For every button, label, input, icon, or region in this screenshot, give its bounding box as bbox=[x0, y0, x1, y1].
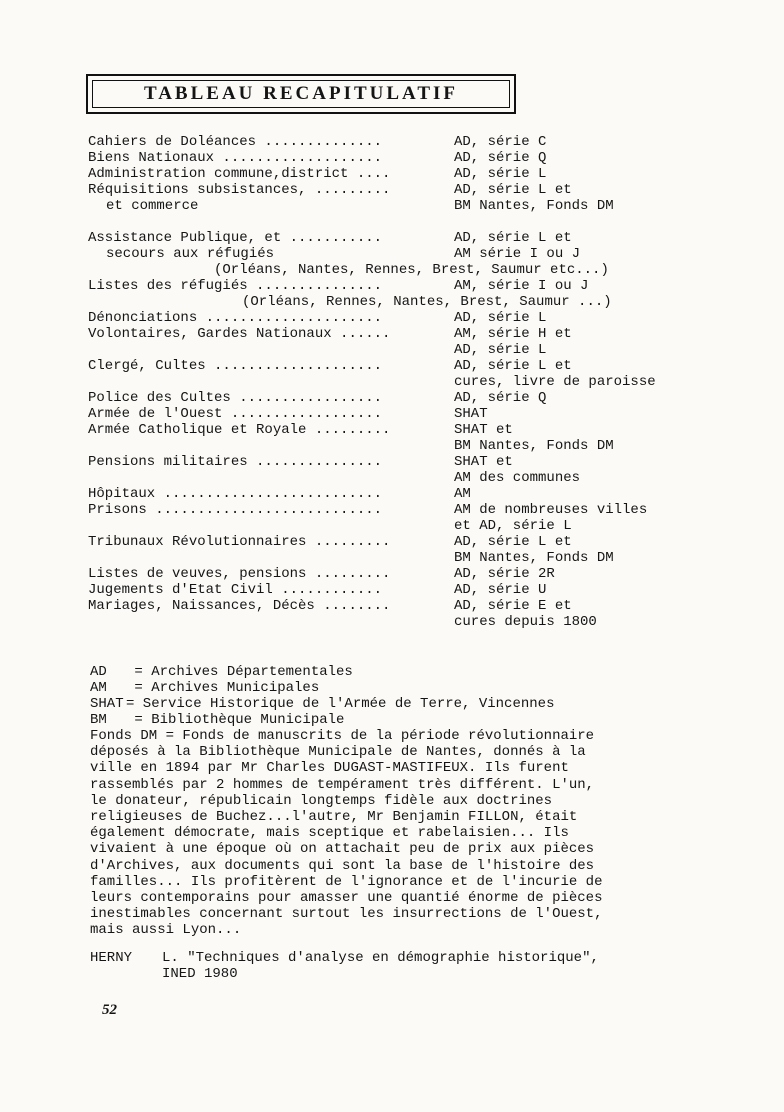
table-row bbox=[88, 518, 728, 534]
legend-abbreviation: BM bbox=[90, 712, 107, 728]
row-source: cures, livre de paroisse bbox=[454, 374, 656, 390]
row-note: (Orléans, Rennes, Nantes, Brest, Saumur ...) bbox=[242, 294, 612, 310]
paragraph-line: rassemblés par 2 hommes de tempérament très différent. L'un, bbox=[90, 776, 595, 793]
row-source: AM, série I ou J bbox=[454, 278, 589, 294]
table-row bbox=[88, 598, 728, 614]
table-row bbox=[88, 230, 728, 246]
legend-item bbox=[90, 696, 710, 712]
table-row bbox=[88, 438, 728, 454]
paragraph-line: vivaient à une époque où on attachait peu de prix aux pièces bbox=[90, 841, 595, 858]
row-topic: Clergé, Cultes .................... bbox=[88, 358, 383, 374]
row-source: AD, série L bbox=[454, 166, 547, 182]
legend-definition: = Service Historique de l'Armée de Terre, Vincennes bbox=[126, 696, 555, 712]
row-source: AD, série L bbox=[454, 342, 547, 358]
table-row bbox=[88, 342, 728, 358]
legend-definition: = Bibliothèque Municipale bbox=[126, 712, 345, 728]
row-source: SHAT et bbox=[454, 454, 513, 470]
row-source: AM de nombreuses villes bbox=[454, 502, 648, 518]
paragraph-line: religieuses de Buchez...l'autre, Mr Benjamin FILLON, était bbox=[90, 809, 578, 826]
table-row bbox=[88, 406, 728, 422]
row-topic: Assistance Publique, et ........... bbox=[88, 230, 383, 246]
table-row bbox=[88, 310, 728, 326]
row-source: AD, série L bbox=[454, 310, 547, 326]
row-gap bbox=[88, 214, 728, 230]
row-source: AD, série Q bbox=[454, 390, 547, 406]
row-topic: Mariages, Naissances, Décès ........ bbox=[88, 598, 391, 614]
table-row bbox=[88, 326, 728, 342]
table-row bbox=[88, 246, 728, 262]
paragraph-line: familles... Ils profitèrent de l'ignorance et de l'incurie de bbox=[90, 873, 603, 890]
paragraph-line: mais aussi Lyon... bbox=[90, 922, 242, 939]
reference-publisher: INED 1980 bbox=[162, 966, 238, 982]
table-row bbox=[88, 278, 728, 294]
paragraph-line: déposés à la Bibliothèque Municipale de Nantes, donnés à la bbox=[90, 744, 586, 761]
page-title: TABLEAU RECAPITULATIF bbox=[143, 83, 459, 104]
table-row bbox=[88, 534, 728, 550]
table-row bbox=[88, 502, 728, 518]
legend-definition: = Archives Départementales bbox=[126, 664, 353, 680]
row-source: AM bbox=[454, 486, 471, 502]
table-row bbox=[88, 182, 728, 198]
row-note: (Orléans, Nantes, Rennes, Brest, Saumur etc...) bbox=[214, 262, 609, 278]
row-source: cures depuis 1800 bbox=[454, 614, 597, 630]
row-topic: Réquisitions subsistances, ......... bbox=[88, 182, 391, 198]
table-row bbox=[88, 358, 728, 374]
row-source: BM Nantes, Fonds DM bbox=[454, 198, 614, 214]
row-source: AD, série Q bbox=[454, 150, 547, 166]
row-source: AD, série C bbox=[454, 134, 547, 150]
table-row bbox=[88, 150, 728, 166]
paragraph-line: leurs contemporains pour amasser une quantié énorme de pièces bbox=[90, 890, 603, 907]
table-row bbox=[88, 262, 728, 278]
table-row bbox=[88, 134, 728, 150]
legend-abbreviation: AD bbox=[90, 664, 107, 680]
paragraph-line: d'Archives, aux documents qui sont la base de l'histoire des bbox=[90, 857, 595, 874]
row-source: BM Nantes, Fonds DM bbox=[454, 438, 614, 454]
row-topic: Cahiers de Doléances .............. bbox=[88, 134, 383, 150]
row-source: AD, série L et bbox=[454, 182, 572, 198]
legend-block bbox=[90, 664, 710, 939]
row-source: AD, série 2R bbox=[454, 566, 555, 582]
legend-abbreviation: AM bbox=[90, 680, 107, 696]
row-topic: Jugements d'Etat Civil ............ bbox=[88, 582, 383, 598]
row-topic: secours aux réfugiés bbox=[106, 246, 275, 262]
row-topic: Pensions militaires ............... bbox=[88, 454, 383, 470]
row-topic: Listes de veuves, pensions ......... bbox=[88, 566, 391, 582]
legend-abbreviation: SHAT bbox=[90, 696, 124, 712]
legend-item bbox=[90, 664, 710, 680]
row-source: BM Nantes, Fonds DM bbox=[454, 550, 614, 566]
row-topic: et commerce bbox=[106, 198, 199, 214]
legend-item bbox=[90, 680, 710, 696]
summary-table bbox=[88, 134, 728, 630]
paragraph-line: Fonds DM = Fonds de manuscrits de la période révolutionnaire bbox=[90, 728, 595, 744]
legend-item bbox=[90, 712, 710, 728]
row-topic: Hôpitaux .......................... bbox=[88, 486, 383, 502]
row-source: AM série I ou J bbox=[454, 246, 581, 262]
row-source: AD, série E et bbox=[454, 598, 572, 614]
row-source: SHAT bbox=[454, 406, 488, 422]
table-row bbox=[88, 454, 728, 470]
paragraph-line: ville en 1894 par Mr Charles DUGAST-MASTIFEUX. Ils furent bbox=[90, 760, 569, 777]
table-row bbox=[88, 374, 728, 390]
abbreviation-list bbox=[90, 664, 710, 728]
table-row bbox=[88, 422, 728, 438]
row-source: SHAT et bbox=[454, 422, 513, 438]
table-row bbox=[88, 614, 728, 630]
table-row bbox=[88, 470, 728, 486]
reference-author: HERNY bbox=[90, 950, 133, 966]
row-source: AD, série U bbox=[454, 582, 547, 598]
row-topic: Dénonciations ..................... bbox=[88, 310, 383, 326]
title-inner-frame bbox=[92, 80, 510, 108]
row-source: et AD, série L bbox=[454, 518, 572, 534]
row-source: AM des communes bbox=[454, 470, 581, 486]
table-row bbox=[88, 566, 728, 582]
row-topic: Volontaires, Gardes Nationaux ...... bbox=[88, 326, 391, 342]
fonds-dm-paragraph bbox=[90, 728, 710, 939]
row-source: AD, série L et bbox=[454, 534, 572, 550]
row-topic: Police des Cultes ................. bbox=[88, 390, 383, 406]
row-source: AD, série L et bbox=[454, 358, 572, 374]
row-source: AD, série L et bbox=[454, 230, 572, 246]
paragraph-line: également démocrate, mais sceptique et rabelaisien... Ils bbox=[90, 825, 569, 842]
paragraph-line: inestimables concernant surtout les insurrections de l'Ouest, bbox=[90, 906, 603, 923]
row-topic: Armée de l'Ouest .................. bbox=[88, 406, 383, 422]
row-topic: Administration commune,district .... bbox=[88, 166, 391, 182]
row-topic: Listes des réfugiés ............... bbox=[88, 278, 383, 294]
row-topic: Prisons ........................... bbox=[88, 502, 383, 518]
table-row bbox=[88, 166, 728, 182]
legend-definition: = Archives Municipales bbox=[126, 680, 320, 696]
title-box bbox=[86, 74, 516, 114]
table-row bbox=[88, 550, 728, 566]
reference-title: L. "Techniques d'analyse en démographie historique", bbox=[162, 950, 599, 966]
table-row bbox=[88, 582, 728, 598]
row-source: AM, série H et bbox=[454, 326, 572, 342]
row-topic: Tribunaux Révolutionnaires ......... bbox=[88, 534, 391, 550]
table-row bbox=[88, 294, 728, 310]
row-topic: Biens Nationaux ................... bbox=[88, 150, 383, 166]
table-row bbox=[88, 198, 728, 214]
row-topic: Armée Catholique et Royale ......... bbox=[88, 422, 391, 438]
paragraph-line: le donateur, républicain longtemps fidèle aux doctrines bbox=[90, 792, 553, 809]
page-number: 52 bbox=[102, 1002, 117, 1018]
table-row bbox=[88, 486, 728, 502]
table-row bbox=[88, 390, 728, 406]
